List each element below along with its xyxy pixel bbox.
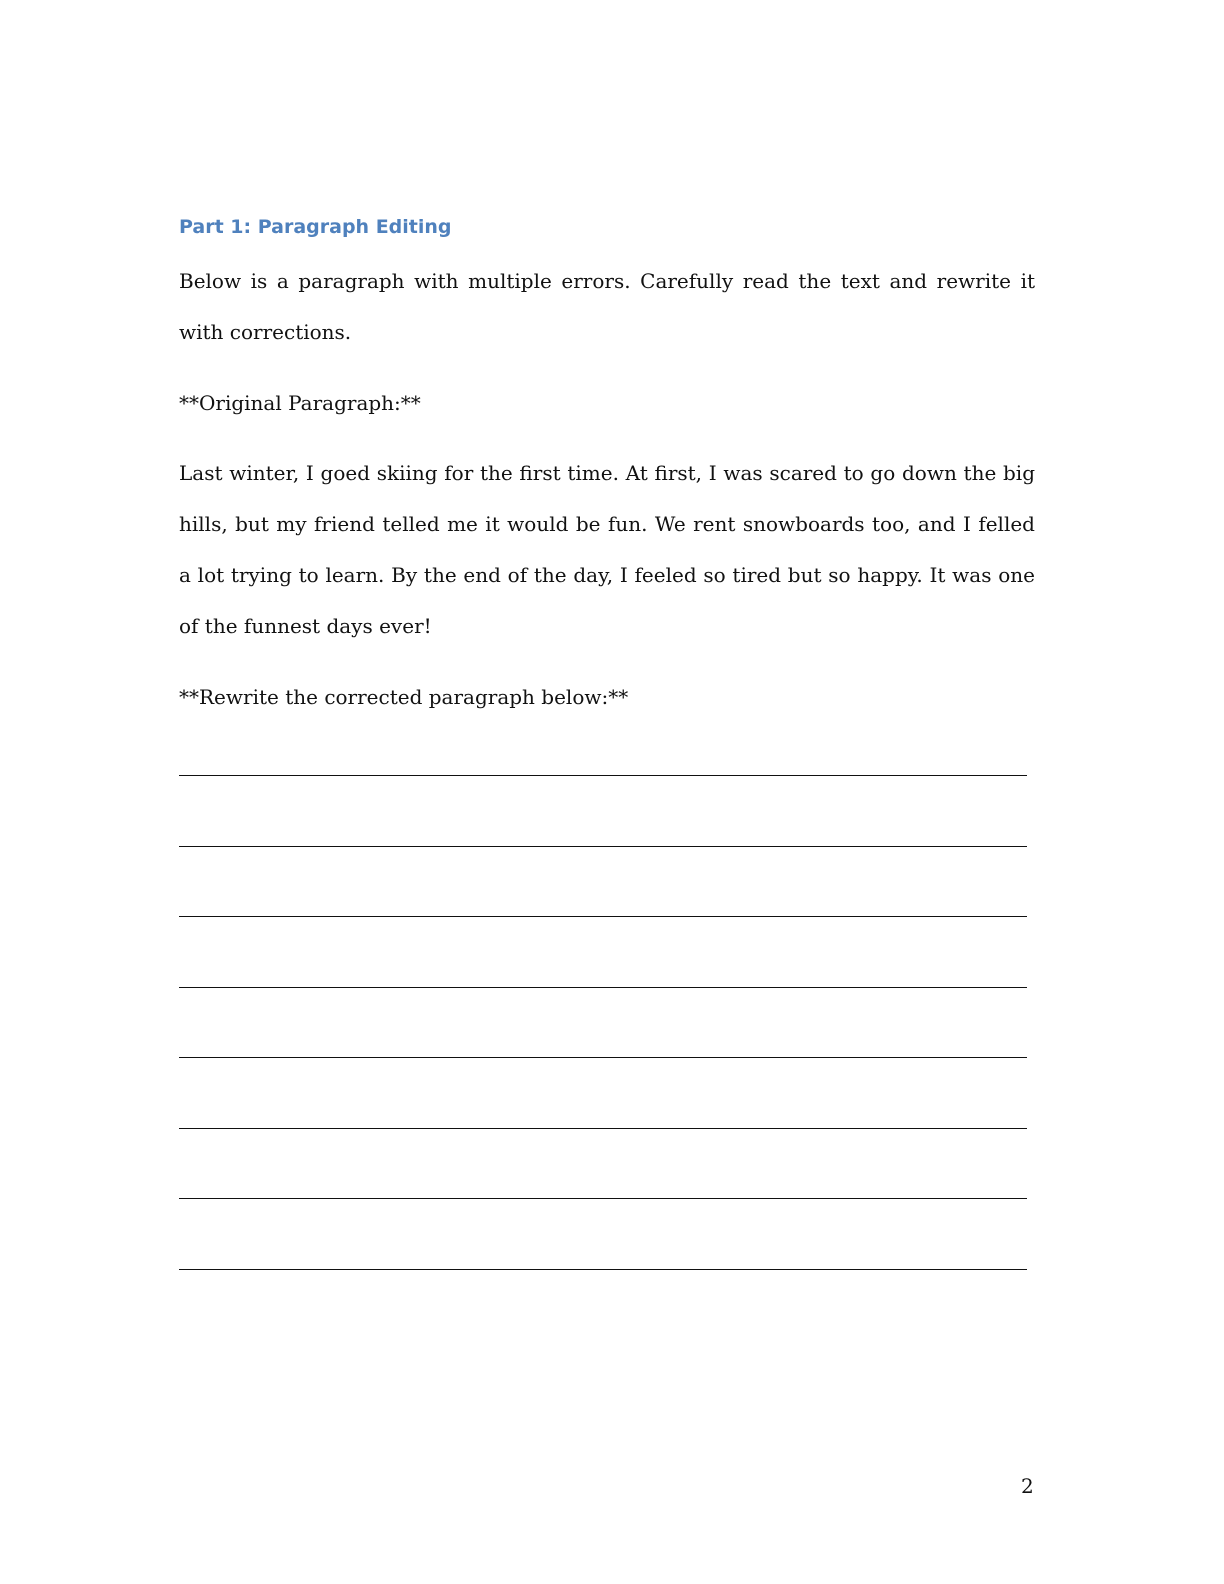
page-number: 2 <box>1021 1474 1034 1498</box>
answer-line[interactable] <box>179 987 1027 1058</box>
rewrite-label: **Rewrite the corrected paragraph below:** <box>179 685 629 709</box>
original-paragraph-label: **Original Paragraph:** <box>179 391 421 415</box>
answer-line[interactable] <box>179 846 1027 917</box>
answer-line[interactable] <box>179 916 1027 987</box>
answer-line[interactable] <box>179 775 1027 846</box>
answer-line[interactable] <box>179 1269 1027 1340</box>
answer-line[interactable] <box>179 1128 1027 1199</box>
answer-line[interactable] <box>179 1198 1027 1269</box>
answer-lines[interactable] <box>179 775 1027 1339</box>
answer-line[interactable] <box>179 1057 1027 1128</box>
section-heading: Part 1: Paragraph Editing <box>179 216 452 238</box>
document-page <box>179 0 1035 1584</box>
original-paragraph: Last winter, I goed skiing for the first time. At first, I was scared to go down the big hills, but my friend telled me it would be fun. We rent snowboards too, and I felled a lot trying to learn. By the end of the day, I feeled so tired but so happy. It was one of the funnest days ever! <box>179 461 1035 638</box>
instructions-text: Below is a paragraph with multiple errors. Carefully read the text and rewrite it with corrections. <box>179 269 1035 344</box>
